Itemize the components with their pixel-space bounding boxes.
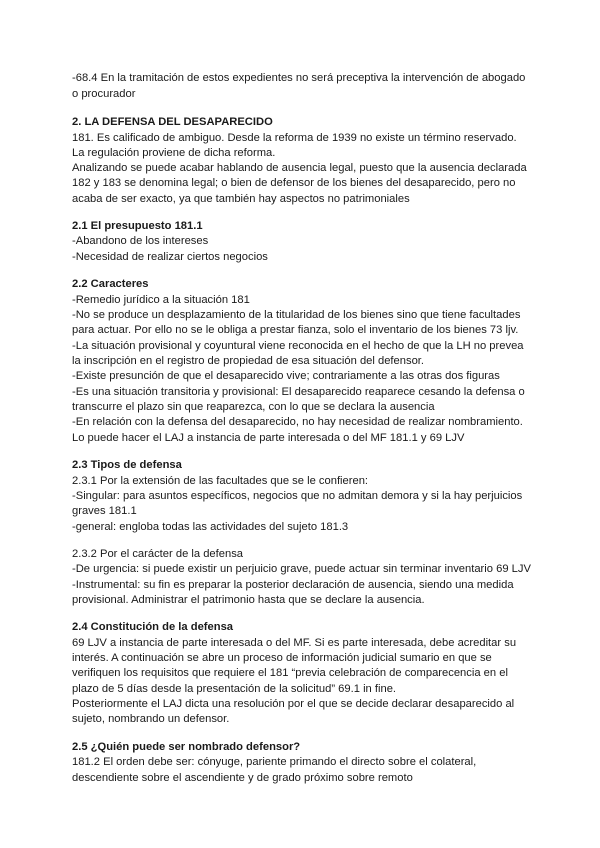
paragraph-line: -Es una situación transitoria y provisional: El desaparecido reaparece cesando la defensa o bbox=[72, 386, 525, 398]
section-heading: 2.1 El presupuesto 181.1 bbox=[72, 220, 203, 232]
section-heading: 2.2 Caracteres bbox=[72, 278, 149, 290]
paragraph-line: interés. A continuación se abre un proceso de información judicial sumario en que se bbox=[72, 652, 492, 664]
paragraph-line: -Instrumental: su fin es preparar la posterior declaración de ausencia, siendo una medida bbox=[72, 579, 514, 591]
paragraph-line: Analizando se puede acabar hablando de ausencia legal, puesto que la ausencia declarada bbox=[72, 162, 527, 174]
section-heading: 2.3 Tipos de defensa bbox=[72, 459, 182, 471]
paragraph-line: graves 181.1 bbox=[72, 505, 137, 517]
paragraph-line: 181. Es calificado de ambiguo. Desde la reforma de 1939 no existe un término reservado. bbox=[72, 132, 517, 144]
paragraph-line: -La situación provisional y coyuntural viene reconocida en el hecho de que la LH no prevea bbox=[72, 340, 524, 352]
paragraph-line: plazo de 5 días desde la presentación de la solicitud” 69.1 in fine. bbox=[72, 683, 397, 695]
paragraph-line: -En relación con la defensa del desaparecido, no hay necesidad de realizar nombramiento. bbox=[72, 416, 523, 428]
paragraph-line: descendiente sobre el ascendiente y de grado próximo sobre remoto bbox=[72, 772, 413, 784]
paragraph-line: 69 LJV a instancia de parte interesada o del MF. Si es parte interesada, debe acreditar su bbox=[72, 637, 517, 649]
section-heading: 2.5 ¿Quién puede ser nombrado defensor? bbox=[72, 741, 301, 753]
intro-line: o procurador bbox=[72, 88, 136, 100]
paragraph-line: transcurre el plazo sin que reaparezca, con lo que se declara la ausencia bbox=[72, 401, 435, 413]
paragraph-line: 2.3.1 Por la extensión de las facultades que se le confieren: bbox=[72, 475, 369, 487]
paragraph-line: para actuar. Por ello no se le obliga a prestar fianza, solo el inventario de los bienes 73 ljv. bbox=[72, 324, 519, 336]
paragraph-line: Posteriormente el LAJ dicta una resolución por el que se decide declarar desaparecido al bbox=[72, 698, 515, 710]
paragraph-line: provisional. Administrar el patrimonio hasta que se declare la ausencia. bbox=[72, 594, 425, 606]
paragraph-line: verifiquen los requisitos que requiere el 181 “previa celebración de comparecencia en el bbox=[72, 667, 508, 679]
paragraph-line: -Necesidad de realizar ciertos negocios bbox=[72, 251, 268, 263]
paragraph-line: -Existe presunción de que el desaparecido vive; contrariamente a las otras dos figuras bbox=[72, 370, 500, 382]
intro-line: -68.4 En la tramitación de estos expedientes no será preceptiva la intervención de abogado bbox=[72, 72, 526, 84]
paragraph-line: La regulación proviene de dicha reforma. bbox=[72, 147, 276, 159]
paragraph-line: -Abandono de los intereses bbox=[72, 235, 209, 247]
paragraph-line: acaba de ser exacto, ya que también hay aspectos no patrimoniales bbox=[72, 193, 410, 205]
paragraph-line: -No se produce un desplazamiento de la titularidad de los bienes sino que tiene facultades bbox=[72, 309, 521, 321]
paragraph-line: 181.2 El orden debe ser: cónyuge, pariente primando el directo sobre el colateral, bbox=[72, 756, 477, 768]
paragraph-line: Lo puede hacer el LAJ a instancia de parte interesada o del MF 181.1 y 69 LJV bbox=[72, 432, 465, 444]
section-heading: 2. LA DEFENSA DEL DESAPARECIDO bbox=[72, 116, 273, 128]
paragraph-line: -De urgencia: si puede existir un perjuicio grave, puede actuar sin terminar inventario 69 LJV bbox=[72, 563, 531, 575]
section-heading: 2.4 Constitución de la defensa bbox=[72, 621, 234, 633]
paragraph-line: -general: engloba todas las actividades del sujeto 181.3 bbox=[72, 521, 349, 533]
paragraph-line: -Remedio jurídico a la situación 181 bbox=[72, 294, 250, 306]
paragraph-line: la inscripción en el registro de propiedad de esa situación del defensor. bbox=[72, 355, 425, 367]
paragraph-line: 182 y 183 se denomina legal; o bien de defensor de los bienes del desaparecido, pero no bbox=[72, 177, 516, 189]
paragraph-line: 2.3.2 Por el carácter de la defensa bbox=[72, 548, 244, 560]
paragraph-line: -Singular: para asuntos específicos, negocios que no admitan demora y si la hay perjuicios bbox=[72, 490, 523, 502]
paragraph-line: sujeto, nombrando un defensor. bbox=[72, 713, 230, 725]
